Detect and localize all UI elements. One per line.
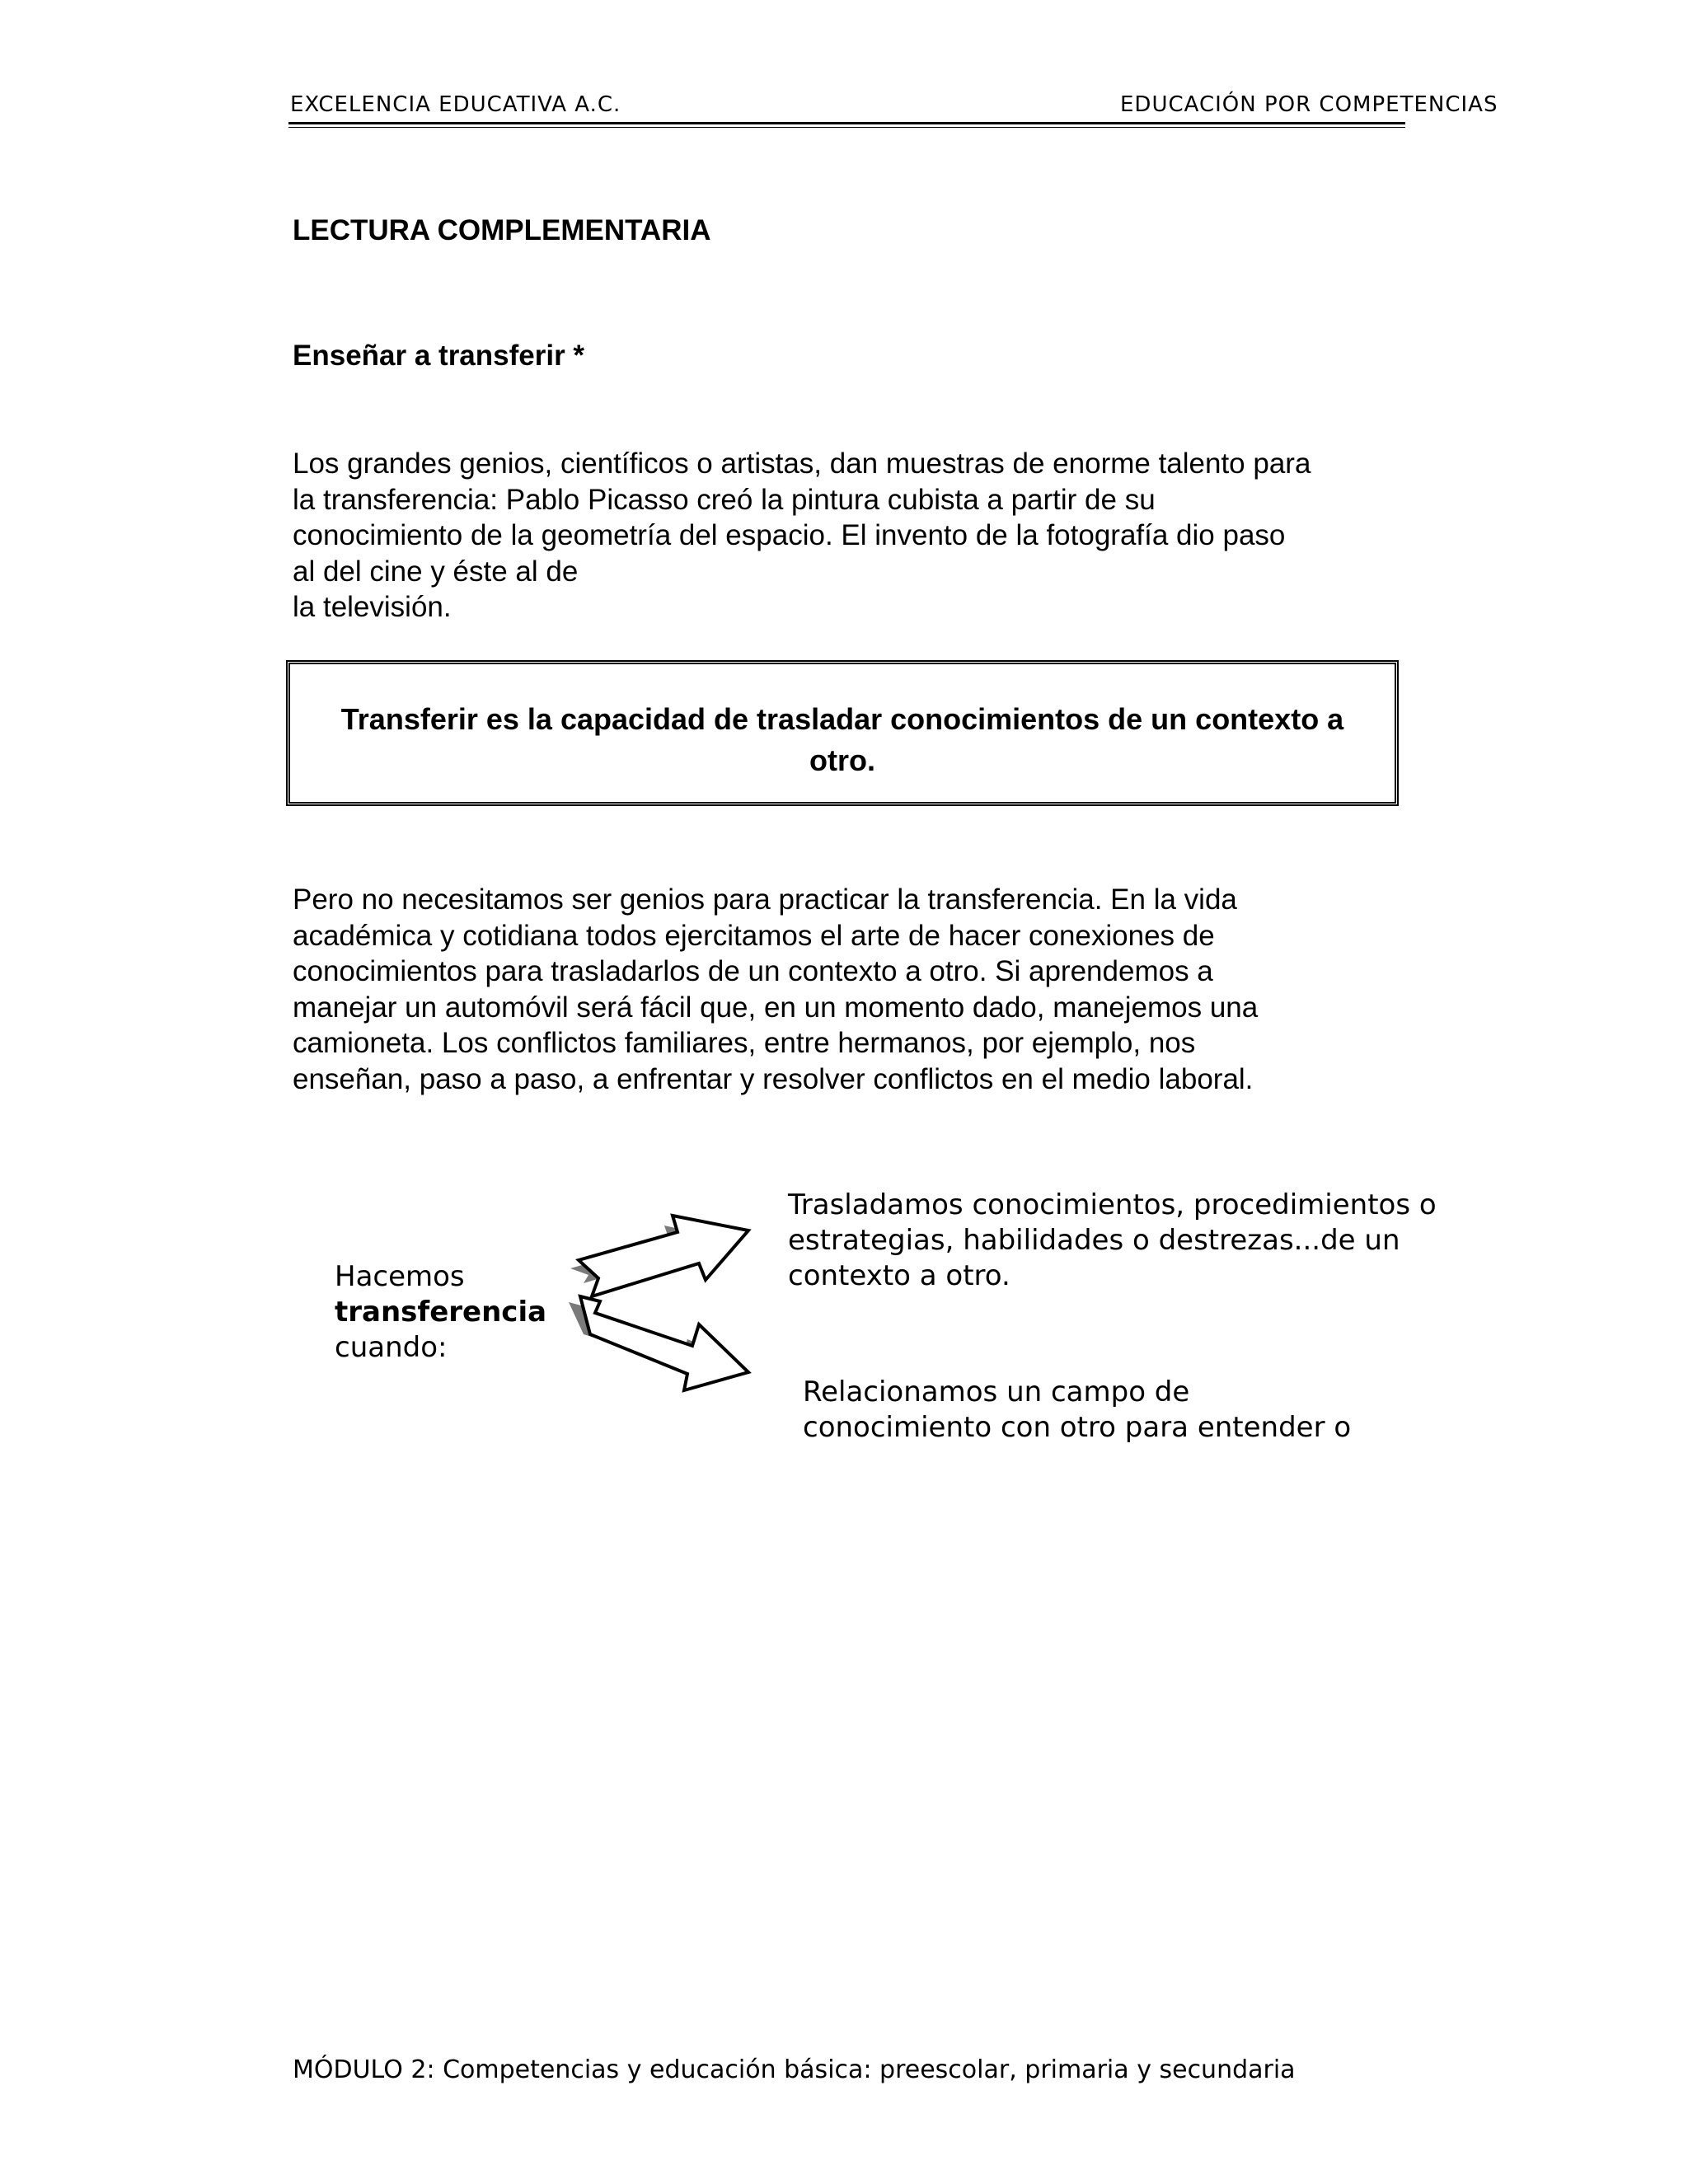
header-rule: [288, 122, 1405, 124]
paragraph-line: la televisión.: [293, 591, 452, 623]
diagram-point-relate: [803, 1375, 1351, 1446]
diagram-point-line: estrategias, habilidades o destrezas...de un: [788, 1224, 1400, 1257]
paragraph-line: enseñan, paso a paso, a enfrentar y resolver conflictos en el medio laboral.: [293, 1062, 1254, 1095]
diagram-intro: [335, 1259, 546, 1366]
diagram-intro-line: Hacemos: [335, 1260, 465, 1293]
paragraph-line: Los grandes genios, científicos o artistas, dan muestras de enorme talento para: [293, 448, 1311, 480]
header-rule-thin: [288, 127, 1405, 128]
paragraph-line: conocimientos para trasladarlos de un contexto a otro. Si aprendemos a: [293, 955, 1213, 987]
paragraph-line: la transferencia: Pablo Picasso creó la pintura cubista a partir de su: [293, 483, 1156, 516]
diagram-arrows: [560, 1199, 775, 1413]
paragraph-line: camioneta. Los conflictos familiares, entre hermanos, por ejemplo, nos: [293, 1027, 1196, 1059]
definition-line: otro.: [809, 743, 875, 777]
paragraph-examples: [293, 882, 1414, 1097]
paragraph-intro: [293, 446, 1414, 626]
diagram-intro-keyword: transferencia: [335, 1296, 547, 1329]
diagram-intro-line: cuando:: [335, 1331, 448, 1364]
diagram-point-line: contexto a otro.: [788, 1259, 1010, 1292]
header-organization: EXCELENCIA EDUCATIVA A.C.: [290, 92, 621, 117]
definition-text: [290, 699, 1395, 781]
diagram-point-line: Trasladamos conocimientos, procedimientos o: [788, 1188, 1437, 1221]
definition-line: Transferir es la capacidad de trasladar conocimientos de un contexto a: [340, 702, 1344, 736]
arrow-down-icon: [580, 1296, 748, 1390]
diagram-point-line: conocimiento con otro para entender o: [803, 1411, 1352, 1444]
paragraph-line: académica y cotidiana todos ejercitamos el arte de hacer conexiones de: [293, 919, 1215, 952]
article-title: Enseñar a transferir *: [293, 340, 585, 372]
section-heading: LECTURA COMPLEMENTARIA: [293, 214, 711, 246]
diagram-point-transfer: [788, 1188, 1437, 1294]
paragraph-line: manejar un automóvil será fácil que, en un momento dado, manejemos una: [293, 991, 1259, 1024]
paragraph-line: conocimiento de la geometría del espacio. El invento de la fotografía dio paso: [293, 519, 1286, 551]
header-topic: EDUCACIÓN POR COMPETENCIAS: [1120, 92, 1498, 117]
paragraph-line: Pero no necesitamos ser genios para practicar la transferencia. En la vida: [293, 883, 1237, 916]
paragraph-line: al del cine y éste al de: [293, 555, 579, 588]
footer-module: MÓDULO 2: Competencias y educación básica: preescolar, primaria y secundaria: [293, 2055, 1296, 2084]
arrow-up-icon: [579, 1216, 748, 1296]
definition-box: [286, 660, 1399, 806]
diagram-point-line: Relacionamos un campo de: [803, 1376, 1190, 1408]
